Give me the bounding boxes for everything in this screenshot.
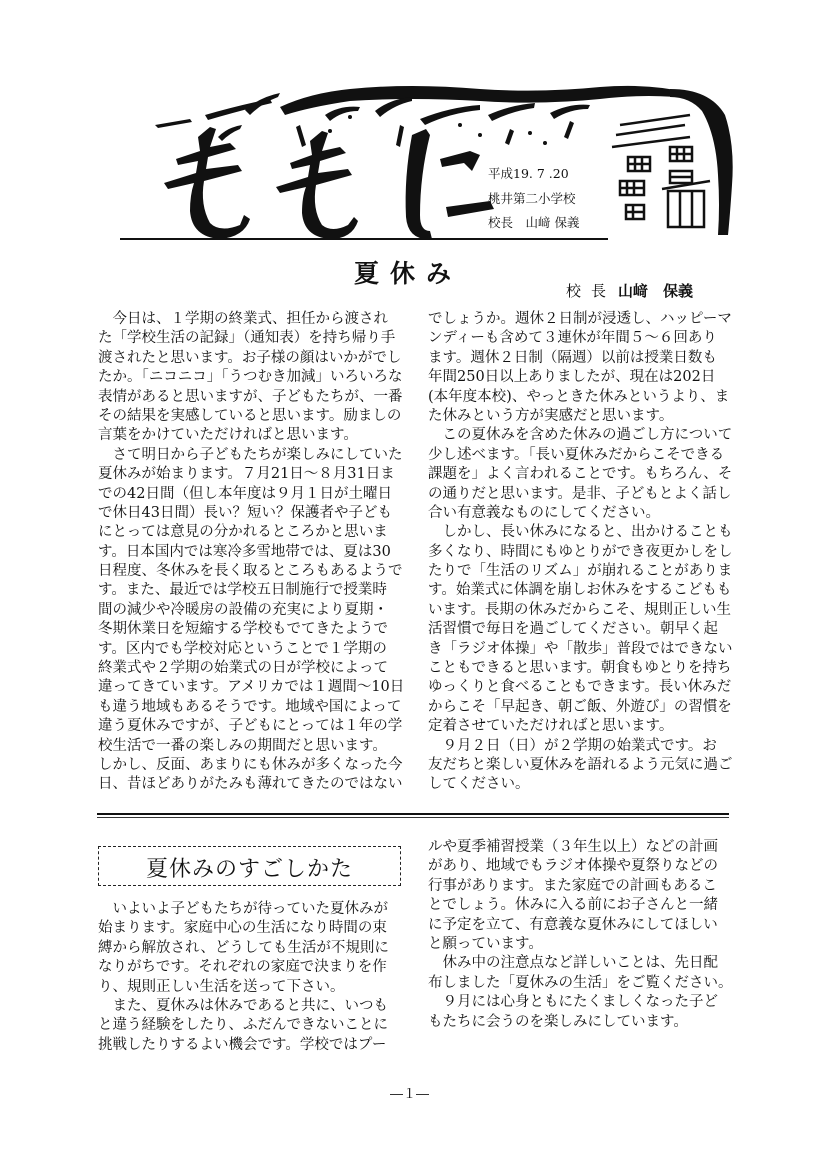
text-line: 布しました「夏休みの生活」をご覧ください。 (428, 974, 733, 991)
article1-right-column (428, 310, 733, 795)
text-line: 冬期休業日を短縮する学校もでてきたようで (98, 621, 388, 638)
text-line: からこそ「早起き、朝ご飯、外遊び」の習慣を (428, 698, 732, 715)
text-line: と違う経験をしたり、ふだんできないことに (98, 1017, 388, 1034)
text-line: とでしょう。休みに入る前にお子さんと一緒 (428, 897, 718, 914)
text-line: ます。週休２日制（隔週）以前は授業日数も (428, 349, 717, 366)
text-line: 縛から解放され、どうしても生活が不規則に (98, 939, 389, 956)
text-line: もたちに会うのを楽しみにしています。 (428, 1013, 688, 1030)
text-line: 表情があると思いますが、子どもたちが、一番 (98, 388, 403, 405)
text-line: す。また、最近では学校五日制施行で授業時 (98, 582, 387, 599)
text-line: しかし、反面、あまりにも休みが多くなった今 (98, 756, 403, 773)
text-line: り、規則正しい生活を送って下さい。 (98, 978, 345, 995)
text-line: での42日間（但し本年度は９月１日が土曜日 (98, 485, 392, 502)
text-line: で休日43日間）長い？短い？保護者や子ども (98, 504, 392, 521)
text-line: の通りだと思います。是非、子どもとよく話し (428, 485, 732, 502)
section-heading: 夏休みのすごしかた (145, 857, 353, 882)
masthead-rule (120, 238, 608, 240)
text-line: ゆっくりと食べることもできます。長い休みだ (428, 679, 732, 696)
text-line: こともできると思います。朝食もゆとりを持ち (428, 660, 732, 677)
text-line: たか。「ニコニコ」「うつむき加減」いろいろな (98, 369, 403, 386)
text-line: も違う地域もあるそうです。地域や国によって (98, 698, 402, 715)
text-line: があり、地域でもラジオ体操や夏祭りなどの (428, 858, 718, 875)
text-line: 定着させていただければと思います。 (428, 718, 674, 735)
text-line: と願っています。 (428, 935, 543, 952)
section-separator (97, 813, 729, 818)
text-line: た「学校生活の記録」（通知表）を持ち帰り手 (98, 330, 396, 347)
byline-role: 校長 (566, 282, 617, 300)
text-line: しかし、長い休みになると、出かけることも (428, 524, 733, 541)
text-line: に予定を立て、有意義な夏休みにしてほしい (428, 916, 718, 933)
text-line: 始まります。家庭中心の生活になり時間の束 (98, 920, 387, 937)
text-line: す。日本国内では寒冷多雪地帯では、夏は30 (98, 543, 391, 560)
section-heading-box (98, 846, 401, 886)
text-line: 挑戦したりするよい機会です。学校ではプー (98, 1036, 387, 1053)
text-line: ルや夏季補習授業（３年生以上）などの計画 (428, 839, 718, 855)
text-line: さて明日から子どもたちが楽しみにしていた (98, 446, 403, 463)
text-line: たりで「生活のリズム」が崩れることがありま (428, 563, 733, 580)
text-line: 少し述べます。「長い夏休みだからこそできる (428, 446, 725, 463)
masthead-school: 桃井第二小学校 (488, 191, 576, 206)
text-line: 間の減少や冷暖房の設備の充実により夏期・ (98, 601, 388, 618)
page-number: ―１― (390, 1087, 430, 1102)
text-line: でしょうか。週休２日制が浸透し、ハッピーマ (428, 311, 732, 327)
text-line: (本年度本校)、やっときた休みというより、ま (428, 388, 730, 405)
text-line: 行事があります。また家庭での計画もあるこ (428, 877, 717, 894)
text-line: 友だちと楽しい夏休みを語れるよう元気に過ご (428, 756, 733, 773)
text-line: ンディーも含めて３連休が年間５～６回あり (428, 330, 717, 347)
article-title: 夏休み (354, 259, 463, 288)
text-line: 違う夏休みですが、子どもにとっては１年の学 (98, 718, 403, 735)
article2-left-column (98, 900, 389, 1055)
logo-calligraphy (164, 127, 494, 239)
text-line: この夏休みを含めた休みの過ごし方について (428, 427, 733, 444)
article-byline (566, 280, 693, 301)
text-line: いよいよ子どもたちが待っていた夏休みが (98, 901, 388, 917)
text-line: してください。 (428, 776, 530, 793)
text-line: にとっては意見の分かれるところかと思いま (98, 524, 388, 541)
text-line: 年間250日以上ありましたが、現在は202日 (428, 369, 716, 386)
text-line: す。始業式に体調を崩しお休みをするこどもも (428, 582, 732, 599)
article1-left-column (98, 310, 404, 795)
text-line: 課題を」よく言われることです。もちろん、そ (428, 466, 733, 483)
text-line: き「ラジオ体操」や「散歩」普段ではできない (428, 640, 733, 657)
byline-name: 山﨑 保義 (618, 282, 694, 300)
text-line: 多くなり、時間にもゆとりができ夜更かしをし (428, 543, 733, 560)
text-line: また、夏休みは休みであると共に、いつも (98, 997, 388, 1014)
masthead-logo (150, 85, 740, 245)
text-line: 日程度、冬休みを長く取るところもあるようで (98, 563, 403, 580)
masthead-date: 平成19. 7 .20 (488, 166, 569, 181)
text-line: ９月には心身ともにたくましくなった子ど (428, 994, 718, 1011)
text-line: 違ってきています。アメリカでは１週間～10日 (98, 679, 405, 696)
text-line: 終業式や２学期の始業式の日が学校によって (98, 660, 388, 677)
article2-right-column (428, 838, 733, 1032)
text-line: 渡されたと思います。お子様の顔はいかがでし (98, 349, 402, 366)
text-line: 夏休みが始まります。７月21日～８月31日ま (98, 466, 395, 483)
text-line: た休みという方が実感だと思います。 (428, 407, 674, 424)
masthead-principal: 校長 山﨑 保義 (488, 215, 580, 230)
text-line: ９月２日（日）が２学期の始業式です。お (428, 737, 717, 754)
text-line: 言葉をかけていただければと思います。 (98, 427, 358, 444)
text-line: 校生活で一番の楽しみの期間だと思います。 (98, 737, 387, 754)
text-line: 日、昔ほどありがたみも薄れてきたのではない (98, 776, 403, 793)
text-line: います。長期の休みだからこそ、規則正しい生 (428, 601, 732, 618)
text-line: す。区内でも学校対応ということで１学期の (98, 640, 387, 657)
text-line: 今日は、１学期の終業式、担任から渡され (98, 311, 388, 327)
text-line: なりがちです。それぞれの家庭で決まりを作 (98, 959, 387, 976)
text-line: その結果を実感していると思います。励ましの (98, 407, 402, 424)
text-line: 合い有意義なものにしてください。 (428, 504, 660, 521)
school-building-illustration (612, 115, 710, 227)
text-line: 活習慣で毎日を過ごしてください。朝早く起 (428, 621, 718, 638)
text-line: 休み中の注意点など詳しいことは、先日配 (428, 955, 718, 972)
